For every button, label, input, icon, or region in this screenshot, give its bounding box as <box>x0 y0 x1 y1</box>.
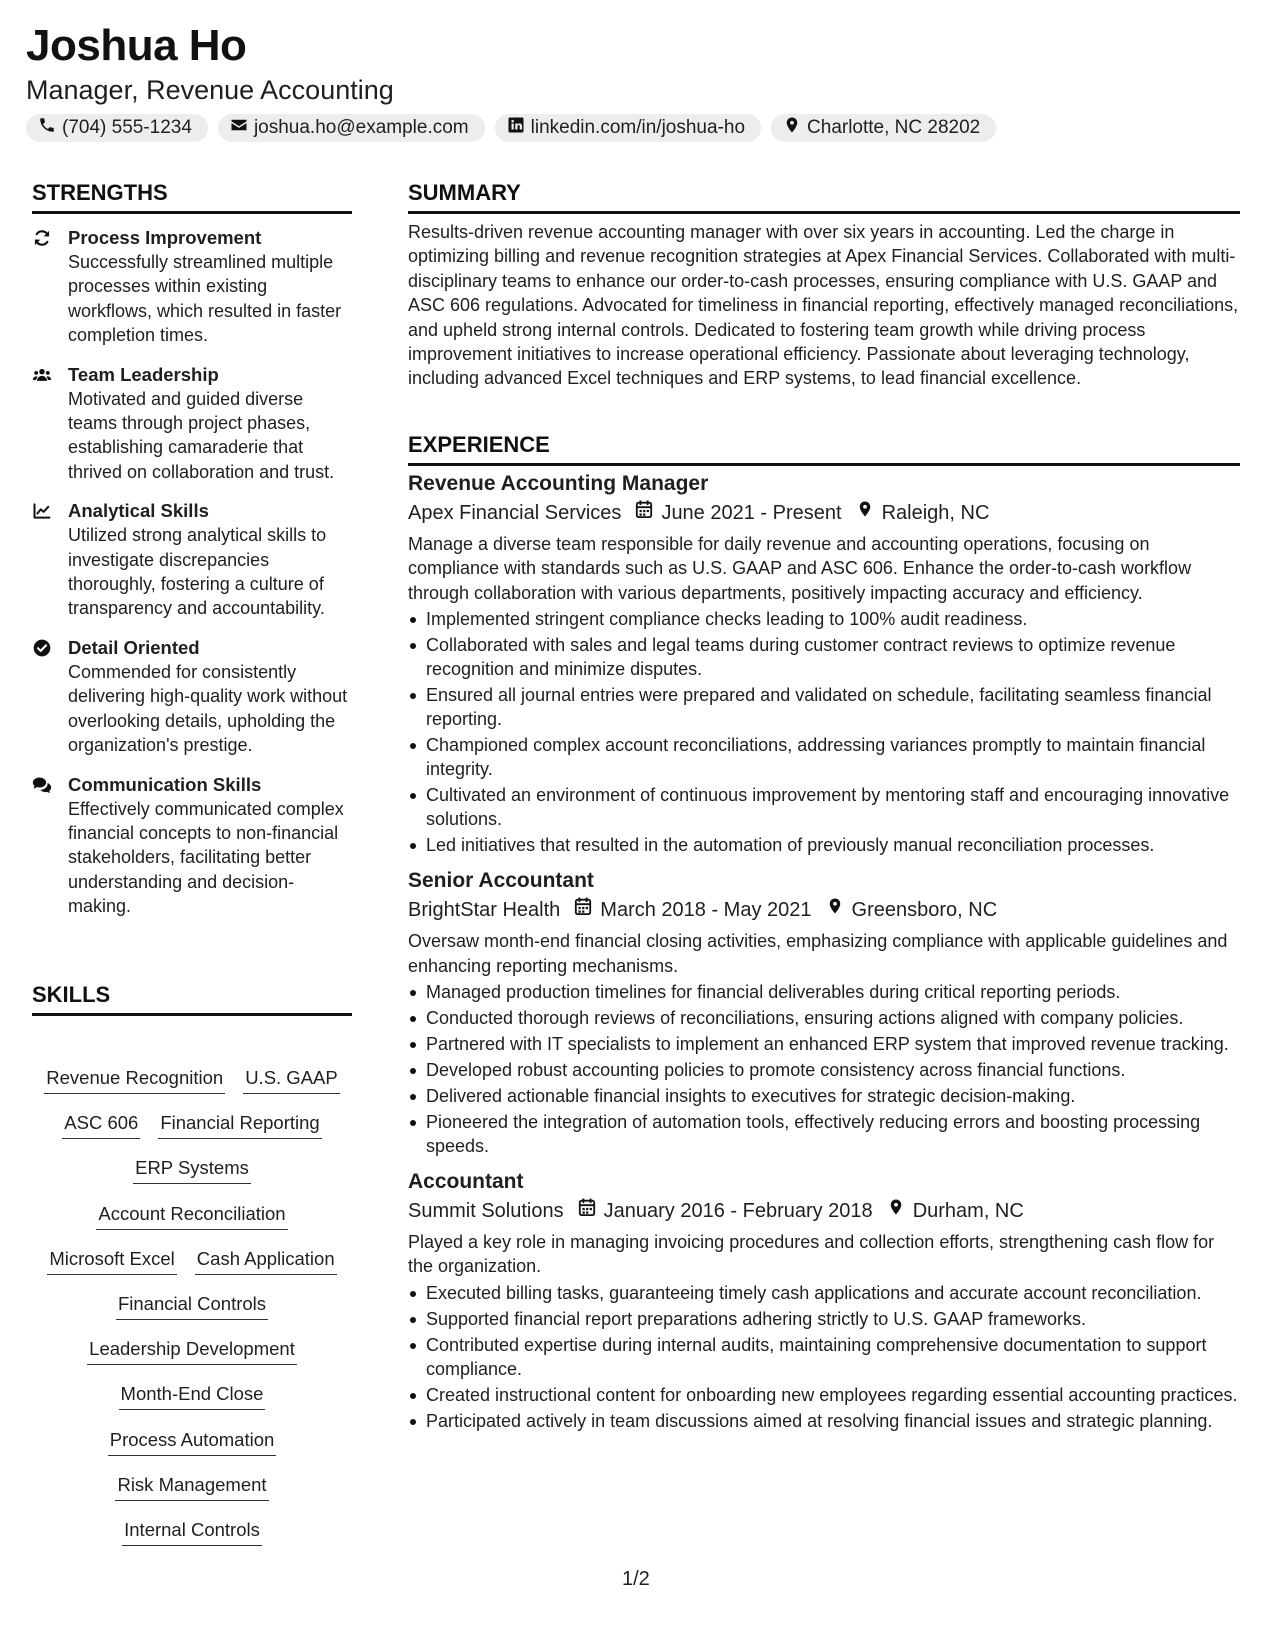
job-dates: January 2016 - February 2018 <box>603 1200 873 1223</box>
strength-title: Communication Skills <box>68 773 262 795</box>
skill-tag: Microsoft Excel <box>47 1247 176 1275</box>
job-company: BrightStar Health <box>408 899 561 922</box>
skill-tag: Risk Management <box>115 1473 268 1501</box>
bullet-item: Ensured all journal entries were prepared and validated on schedule, facilitating seamless financial reporting. <box>426 683 1240 731</box>
experience-heading: EXPERIENCE <box>408 432 1240 466</box>
bullet-item: Contributed expertise during internal audits, maintaining comprehensive documentation to support compliance. <box>426 1333 1240 1381</box>
bullet-item: Created instructional content for onboarding new employees regarding essential accounting practices. <box>426 1383 1240 1407</box>
strength-title: Detail Oriented <box>68 636 200 658</box>
summary-text: Results-driven revenue accounting manager with over six years in accounting. Led the charge in optimizing billing and revenue recognition strategies at Apex Financial Services. Collaborated with multi-disciplinary teams to enhance our order-to-cash processes, ensuring compliance with U.S. GAAP and ASC 606 regulations. Advocated for timeliness in financial reporting, effectively managed reconciliations, and upheld strong internal controls. Dedicated to fostering team growth while driving process improvement initiatives to increase operational efficiency. Passionate about leveraging technology, including advanced Excel techniques and ERP systems, to lead financial excellence. <box>408 222 1239 389</box>
email-text: joshua.ho@example.com <box>253 117 469 138</box>
job-entry <box>408 470 1240 857</box>
job-meta <box>408 498 1240 528</box>
skill-tag: Month-End Close <box>119 1382 266 1410</box>
strength-item <box>32 226 352 348</box>
job-bullets <box>408 980 1240 1158</box>
skill-tag: Financial Reporting <box>158 1111 321 1139</box>
job-title: Accountant <box>408 1170 524 1194</box>
candidate-role: Manager, Revenue Accounting <box>26 75 394 105</box>
contact-bar <box>26 114 996 142</box>
candidate-name: Joshua Ho <box>26 21 247 70</box>
skill-row <box>32 1202 352 1247</box>
job-dates: June 2021 - Present <box>661 502 842 524</box>
job-bullets <box>408 607 1240 857</box>
calendar-icon <box>564 1196 604 1226</box>
bullet-item: Conducted thorough reviews of reconciliations, ensuring actions aligned with company policies. <box>426 1006 1240 1030</box>
skills-list <box>32 1066 352 1563</box>
contact-email[interactable] <box>218 114 485 142</box>
skill-tag: Revenue Recognition <box>44 1066 225 1094</box>
bullet-item: Participated actively in team discussions aimed at resolving financial issues and strategic planning. <box>426 1409 1240 1433</box>
contact-phone[interactable] <box>26 114 208 142</box>
check-circle-icon <box>32 636 68 758</box>
skill-tag: ASC 606 <box>62 1111 140 1139</box>
job-title: Senior Accountant <box>408 869 594 893</box>
skill-tag: Financial Controls <box>116 1292 268 1320</box>
job-dates: March 2018 - May 2021 <box>600 899 812 922</box>
strength-desc: Commended for consistently delivering high-quality work without overlooking details, upholding the organization's prestige. <box>68 661 348 756</box>
job-entry <box>408 867 1240 1158</box>
map-marker-icon <box>842 498 882 528</box>
skill-row <box>32 1292 352 1337</box>
job-description: Played a key role in managing invoicing procedures and collection efforts, strengthening cash flow for the organization. <box>408 1232 1215 1277</box>
job-location: Greensboro, NC <box>851 899 998 922</box>
bullet-item: Managed production timelines for financial deliverables during critical reporting periods. <box>426 980 1240 1004</box>
skill-row <box>32 1156 352 1201</box>
skill-tag: U.S. GAAP <box>243 1066 340 1094</box>
strength-item <box>32 363 352 485</box>
comments-icon <box>32 773 68 919</box>
linkedin-text: linkedin.com/in/joshua-ho <box>530 117 746 138</box>
skill-row <box>32 1518 352 1563</box>
bullet-item: Implemented stringent compliance checks leading to 100% audit readiness. <box>426 607 1240 631</box>
skill-row <box>32 1428 352 1473</box>
strength-desc: Utilized strong analytical skills to investigate discrepancies thoroughly, fostering a culture of transparency and accountability. <box>68 525 327 619</box>
bullet-item: Pioneered the integration of automation tools, effectively reducing errors and boosting processing speeds. <box>426 1110 1240 1158</box>
strength-title: Analytical Skills <box>68 500 209 522</box>
strength-title: Team Leadership <box>68 363 219 385</box>
map-marker-icon <box>783 116 801 140</box>
skill-tag: ERP Systems <box>133 1156 251 1184</box>
contact-location[interactable] <box>771 114 996 142</box>
bullet-item: Partnered with IT specialists to implement an enhanced ERP system that improved revenue tracking. <box>426 1032 1240 1056</box>
bullet-item: Executed billing tasks, guaranteeing timely cash applications and accurate account reconciliation. <box>426 1281 1240 1305</box>
calendar-icon <box>560 895 600 925</box>
bullet-item: Championed complex account reconciliations, addressing variances promptly to maintain financial integrity. <box>426 733 1240 781</box>
job-company: Summit Solutions <box>408 1200 564 1223</box>
job-description: Oversaw month-end financial closing activities, emphasizing compliance with applicable guidelines and enhancing reporting mechanisms. <box>408 931 1228 976</box>
skill-tag: Process Automation <box>108 1428 277 1456</box>
job-location: Raleigh, NC <box>881 502 990 524</box>
calendar-icon <box>621 498 661 528</box>
skill-row <box>32 1066 352 1111</box>
bullet-item: Collaborated with sales and legal teams during customer contract reviews to optimize revenue recognition and minimize disputes. <box>426 633 1240 681</box>
bullet-item: Supported financial report preparations adhering strictly to U.S. GAAP frameworks. <box>426 1307 1240 1331</box>
bullet-item: Developed robust accounting policies to promote consistency across financial functions. <box>426 1058 1240 1082</box>
strength-desc: Successfully streamlined multiple processes within existing workflows, which resulted in faster completion times. <box>68 252 342 346</box>
skill-tag: Internal Controls <box>122 1518 262 1546</box>
skill-row <box>32 1247 352 1292</box>
skill-tag: Cash Application <box>195 1247 337 1275</box>
page-number: 1/2 <box>622 1568 650 1590</box>
map-marker-icon <box>873 1196 913 1226</box>
job-title: Revenue Accounting Manager <box>408 472 709 495</box>
skill-tag: Account Reconciliation <box>96 1202 287 1230</box>
strength-desc: Motivated and guided diverse teams through project phases, establishing camaraderie that thrived on collaboration and trust. <box>68 388 335 482</box>
job-company: Apex Financial Services <box>408 502 622 524</box>
bullet-item: Cultivated an environment of continuous improvement by mentoring staff and encouraging innovative solutions. <box>426 783 1240 831</box>
refresh-icon <box>32 226 68 348</box>
strength-item <box>32 636 352 758</box>
skill-row <box>32 1473 352 1518</box>
bullet-item: Led initiatives that resulted in the automation of previously manual reconciliation processes. <box>426 833 1240 857</box>
strengths-heading: STRENGTHS <box>32 180 352 214</box>
users-icon <box>32 363 68 485</box>
strength-desc: Effectively communicated complex financial concepts to non-financial stakeholders, facilitating better understanding and decision-making. <box>68 798 344 917</box>
strengths-list <box>32 226 352 934</box>
chart-line-icon <box>32 499 68 621</box>
skills-heading: SKILLS <box>32 982 352 1016</box>
location-text: Charlotte, NC 28202 <box>807 117 981 138</box>
contact-linkedin[interactable] <box>495 114 761 142</box>
job-location: Durham, NC <box>912 1200 1024 1223</box>
skill-tag: Leadership Development <box>87 1337 297 1365</box>
linkedin-icon <box>507 116 525 140</box>
map-marker-icon <box>812 895 852 925</box>
summary-heading: SUMMARY <box>408 180 1240 214</box>
phone-icon <box>38 116 56 140</box>
phone-text: (704) 555-1234 <box>62 117 192 138</box>
skill-row <box>32 1382 352 1427</box>
bullet-item: Delivered actionable financial insights to executives for strategic decision-making. <box>426 1084 1240 1108</box>
skill-row <box>32 1337 352 1382</box>
skill-row <box>32 1111 352 1156</box>
job-meta <box>408 895 1240 925</box>
strength-item <box>32 499 352 621</box>
strength-title: Process Improvement <box>68 227 262 248</box>
job-bullets <box>408 1281 1240 1433</box>
envelope-icon <box>230 116 248 140</box>
strength-item <box>32 773 352 919</box>
experience-list <box>408 470 1240 1443</box>
job-entry <box>408 1168 1240 1433</box>
job-meta <box>408 1196 1240 1226</box>
job-description: Manage a diverse team responsible for daily revenue and accounting operations, focusing on compliance with standards such as U.S. GAAP and ASC 606. Enhance the order-to-cash workflow through collaboration with various departments, positively impacting accuracy and efficiency. <box>408 534 1192 603</box>
